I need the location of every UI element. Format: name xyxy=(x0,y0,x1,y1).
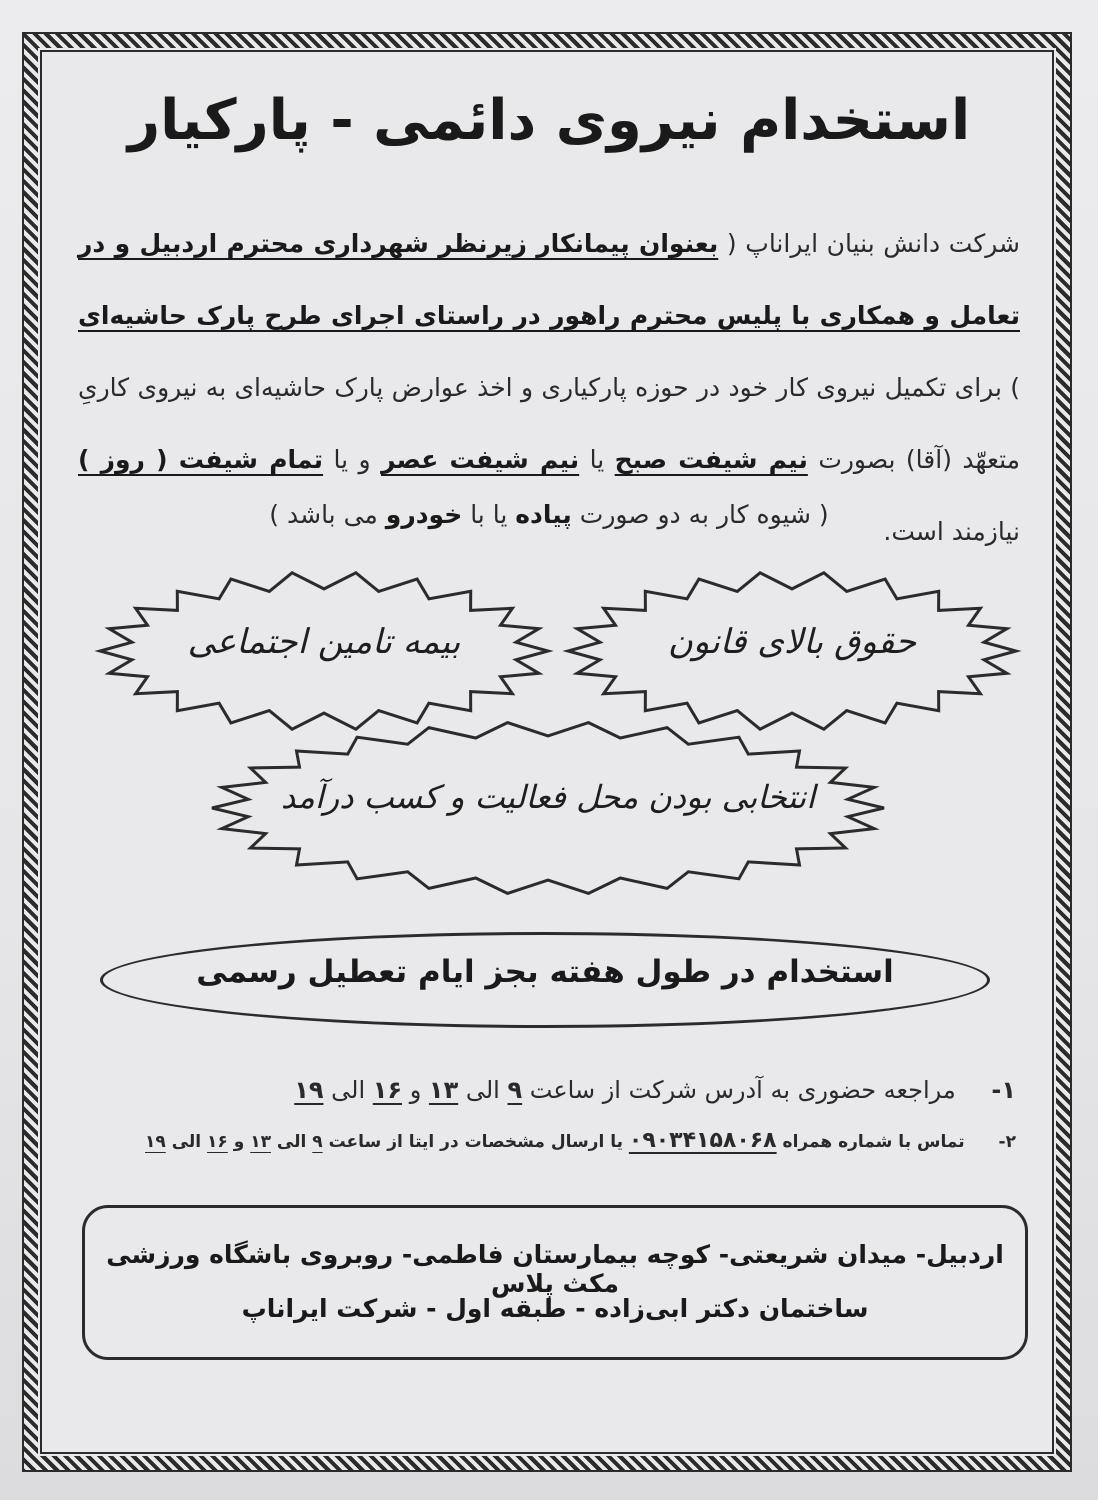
address-line-2: ساختمان دکتر ابی‌زاده - طبقه اول - شرکت ایراناپ xyxy=(241,1294,869,1323)
hour-16: ۱۶ xyxy=(372,1076,403,1104)
hour-9: ۹ xyxy=(507,1076,523,1104)
intro-contractor-note: بعنوان پیمانکار زیرنظر شهرداری محترم اردبیل و در تعامل و همکاری با پلیس محترم راهور در راستای اجرای طرح پارک حاشیه‌ای xyxy=(78,229,1020,330)
method-part-b: می باشد ) xyxy=(269,500,378,529)
or-word-2: و یا xyxy=(333,445,371,474)
hour-19: ۱۹ xyxy=(145,1132,166,1152)
contact-item-phone xyxy=(145,1128,1016,1153)
intro-end: نیازمند است. xyxy=(883,517,1020,546)
schedule-text: استخدام در طول هفته بجز ایام تعطیل رسمی xyxy=(196,954,894,990)
method-car: خودرو xyxy=(385,500,463,529)
location-benefit-text: انتخابی بودن محل فعالیت و کسب درآمد xyxy=(280,778,816,816)
shift-morning: نیم شیفت صبح xyxy=(614,445,808,474)
hour-13: ۱۳ xyxy=(428,1076,459,1104)
method-walk: پیاده xyxy=(515,500,572,529)
work-method-line xyxy=(60,500,1038,529)
or-word-1: یا xyxy=(589,445,605,474)
phone-number: ۰۹۰۳۴۱۵۸۰۶۸ xyxy=(628,1128,777,1153)
call-text: تماس با شماره همراه xyxy=(782,1132,965,1152)
intro-part-1: شرکت دانش بنیان ایراناپ ( xyxy=(726,229,1020,258)
hour-9: ۹ xyxy=(312,1132,323,1152)
visit-text: مراجعه حضوری به آدرس شرکت از ساعت xyxy=(529,1076,956,1104)
eitaa-text: یا ارسال مشخصات در ایتا از ساعت xyxy=(328,1132,623,1152)
insurance-benefit-text: بیمه تامین اجتماعی xyxy=(187,622,461,662)
hour-13: ۱۳ xyxy=(250,1132,271,1152)
shift-evening: نیم شیفت عصر xyxy=(381,445,580,474)
poster-title: استخدام نیروی دائمی - پارکیار xyxy=(127,88,971,153)
item-number-1: ۱- xyxy=(991,1076,1016,1104)
until-word: الی xyxy=(276,1132,307,1152)
method-or: یا با xyxy=(470,500,508,529)
hour-19: ۱۹ xyxy=(294,1076,324,1104)
shift-full: تمام شیفت ( روز ) xyxy=(78,445,324,474)
intro-part-3: ) برای تکمیل نیروی کار خود در حوزه پارکیاری و اخذ عوارض پارک حاشیه‌ای به نیروی کاریِ متعهّد (آقا) بصورت xyxy=(78,373,1021,474)
and-word: و xyxy=(233,1132,245,1152)
contact-item-visit xyxy=(294,1076,1016,1104)
until-word: الی xyxy=(331,1076,366,1104)
until-word: الی xyxy=(465,1076,500,1104)
and-word: و xyxy=(409,1076,422,1104)
salary-benefit-text: حقوق بالای قانون xyxy=(667,622,917,662)
item-number-2: ۲- xyxy=(998,1132,1016,1152)
method-part-a: ( شیوه کار به دو صورت xyxy=(579,500,829,529)
until-word: الی xyxy=(171,1132,202,1152)
hour-16: ۱۶ xyxy=(207,1132,228,1152)
address-line-1: اردبیل- میدان شریعتی- کوچه بیمارستان فاطمی- روبروی باشگاه ورزشی مکث پلاس xyxy=(106,1240,1004,1298)
